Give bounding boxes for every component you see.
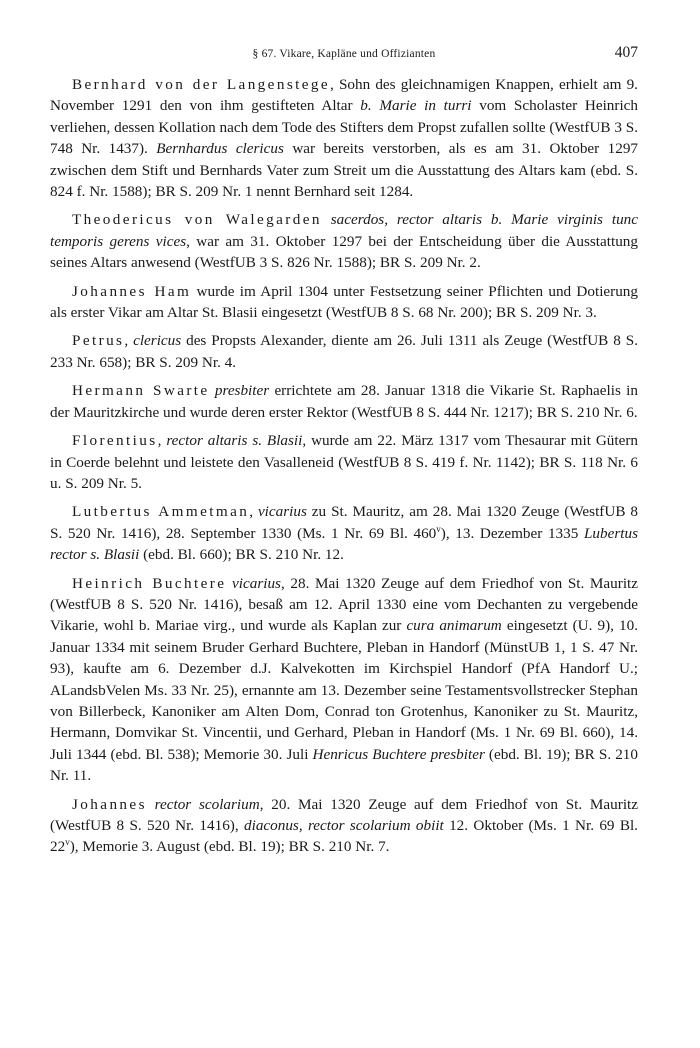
latin-quote: diaconus, rector scolarium obiit — [244, 817, 444, 834]
entry-paragraph — [50, 501, 638, 565]
entry-paragraph — [50, 380, 638, 423]
entry-text: , — [124, 332, 134, 350]
entry-text — [147, 796, 155, 813]
entry-paragraph — [50, 573, 638, 787]
latin-quote: Lubertus rector s. Blasii — [50, 524, 638, 564]
latin-quote: vicarius — [232, 574, 281, 592]
entry-text: , war am 31. Oktober 1297 bei der Entscheidung über die Ausstattung seines Altars anwesend (WestfUB 3 S. 826 Nr. 1588); BR S. 209 Nr. 2. — [50, 232, 638, 272]
entry-text: wurde im April 1304 unter Festsetzung seiner Pflichten und Dotierung als erster Vikar am Altar St. Blasii eingesetzt (WestfUB 8 S. 68 Nr. 200); BR S. 209 Nr. 3. — [50, 282, 638, 322]
verso-mark: v — [65, 837, 70, 848]
person-name: Bernhard von der Langenstege — [72, 76, 331, 93]
latin-quote: Bernhardus clericus — [156, 140, 284, 158]
entry-paragraph — [50, 330, 638, 373]
entry-paragraph — [50, 430, 638, 494]
entry-text: war bereits verstorben, als es am 31. Oktober 1297 zwischen dem Stift und Bernhards Vater zum Streit um die Ausstattung des Altars kam (ebd. S. 824 f. Nr. 1588); BR S. 209 Nr. 1 nennt Bernhard seit 1284. — [50, 140, 639, 201]
person-name: Johannes — [72, 795, 147, 813]
person-name: Petrus — [72, 332, 125, 350]
person-name: Johannes Ham — [72, 282, 192, 300]
entry-text: des Propsts Alexander, diente am 26. Juli 1311 als Zeuge (WestfUB 8 S. 233 Nr. 658); BR S. 209 Nr. 4. — [50, 332, 638, 371]
latin-quote: vicarius — [257, 503, 307, 521]
entry-text: errichtete am 28. Januar 1318 die Vikarie St. Raphaelis in der Mauritzkirche und wurde deren erster Rektor (WestfUB 8 S. 444 Nr. 1217); BR S. 210 Nr. 6. — [50, 382, 638, 421]
latin-quote: presbiter — [214, 382, 270, 400]
latin-quote: rector scolarium — [154, 795, 260, 813]
entry-text: , — [157, 432, 167, 450]
latin-quote: cura animarum — [406, 617, 502, 635]
person-name: Hermann Swarte — [72, 382, 210, 400]
entry-text: , Sohn des gleichnamigen Knappen, erhielt am 9. November 1291 den von ihm gestifteten Altar — [50, 76, 638, 115]
entry-paragraph — [50, 74, 638, 202]
entries-list — [50, 74, 638, 858]
verso-mark: v — [436, 523, 441, 534]
person-name: Florentius — [72, 432, 158, 450]
latin-quote: clericus — [133, 332, 182, 350]
entry-text: 12. Oktober (Ms. 1 Nr. 69 Bl. 22 — [50, 817, 638, 856]
latin-quote: rector altaris s. Blasii — [166, 432, 303, 450]
entry-paragraph — [50, 794, 638, 858]
entry-text: ), Memorie 3. August (ebd. Bl. 19); BR S. 210 Nr. 7. — [69, 838, 390, 856]
entry-text: zu St. Mauritz, am 28. Mai 1320 Zeuge (WestfUB 8 S. 520 Nr. 1416), 28. September 1330 (Ms. 1 Nr. 69 Bl. 460 — [50, 503, 638, 542]
page-body — [50, 44, 638, 865]
person-name: Heinrich Buchtere — [72, 574, 227, 592]
latin-quote: Henricus Buchtere presbiter — [312, 745, 485, 763]
entry-text: ), 13. Dezember 1335 — [440, 524, 584, 542]
entry-text — [322, 211, 331, 228]
entry-text: , 28. Mai 1320 Zeuge auf dem Friedhof von St. Mauritz (WestfUB 8 S. 520 Nr. 1416), besaß am 12. April 1330 eine vom Dechanten zu vergebende Vikarie, wohl b. Mariae virg., und wurde als Kaplan zur — [50, 574, 639, 635]
running-head: § 67. Vikare, Kapläne und Offizianten — [252, 48, 436, 60]
entry-text: , 20. Mai 1320 Zeuge auf dem Friedhof von St. Mauritz (WestfUB 8 S. 520 Nr. 1416), — [50, 795, 639, 834]
entry-text: (ebd. Bl. 660); BR S. 210 Nr. 12. — [139, 546, 344, 564]
entry-text: , — [249, 503, 258, 521]
entry-text: vom Scholaster Heinrich verliehen, dessen Kollation nach dem Tode des Stifters dem Propst zufallen sollte (WestfUB 3 S. 748 Nr. 1437). — [50, 97, 638, 158]
person-name: Lutbertus Ammetman — [72, 503, 250, 521]
latin-quote: sacerdos, rector altaris b. Marie virginis tunc temporis gerens vices — [50, 211, 639, 250]
entry-paragraph — [50, 209, 638, 273]
page-number: 407 — [614, 44, 638, 61]
page-header — [50, 44, 638, 74]
entry-text: , wurde am 22. März 1317 vom Thesaurar mit Gütern in Coerde belehnt und leistete den Vasalleneid (WestfUB 8 S. 419 f. Nr. 1142); BR S. 118 Nr. 6 u. S. 209 Nr. 5. — [50, 432, 639, 492]
entry-paragraph — [50, 281, 638, 324]
latin-quote: b. Marie in turri — [360, 97, 472, 115]
person-name: Theodericus von Walegarden — [72, 211, 322, 229]
entry-text: eingesetzt (U. 9), 10. Januar 1334 mit seinem Bruder Gerhard Buchtere, Pleban in Handorf (MünstUB 1, 1 S. 47 Nr. 93), kaufte am 6. Dezember d.J. Kalvekotten im Kirchspiel Handorf (PfA Handorf U.; ALandsbVelen Ms. 33 Nr. 25), ernannte am 13. Dezember seine Testamentsvollstrecker Stephan von Billerbeck, Kanoniker am Alten Dom, Conrad ton Grotenhus, Kanoniker zu St. Mauritz, Hermann, Domvikar St. Vincentii, und Gerhard, Pleban in Handorf (Ms. 1 Nr. 69 Bl. 660), 14. Juli 1344 (ebd. Bl. 538); Memorie 30. Juli — [50, 617, 638, 763]
entry-text: (ebd. Bl. 19); BR S. 210 Nr. 11. — [50, 745, 638, 785]
